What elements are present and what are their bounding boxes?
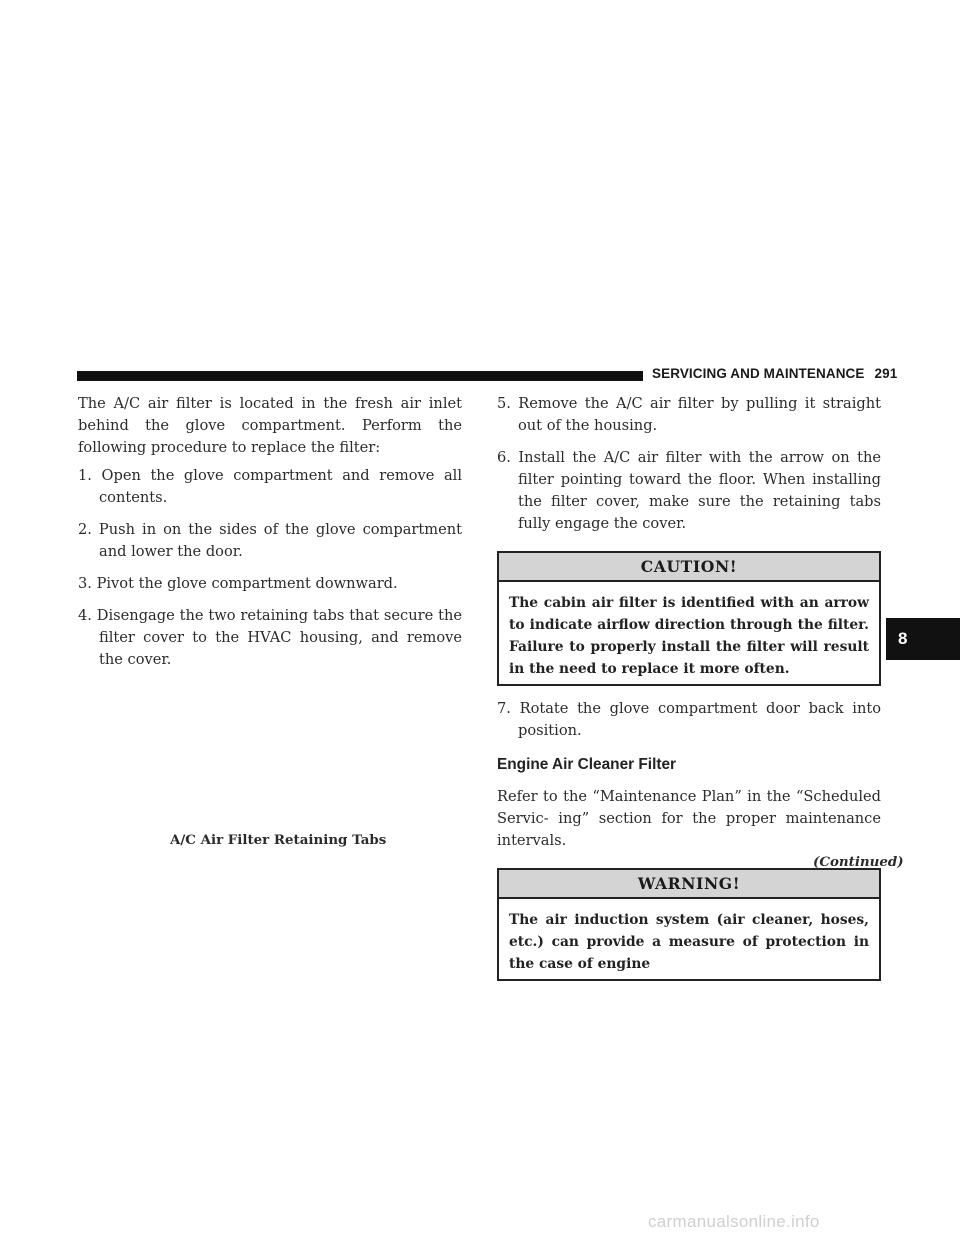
- warning-body: The air induction system (air cleaner, hoses, etc.) can provide a measure of protection in the case of engine: [509, 912, 869, 972]
- step-1: 1. Open the glove compartment and remove all contents.: [78, 467, 462, 506]
- page-number: 291: [874, 366, 898, 381]
- step-5: 5. Remove the A/C air filter by pulling it straight out of the housing.: [497, 395, 881, 434]
- chapter-tab[interactable]: [886, 618, 960, 660]
- section-heading: Engine Air Cleaner Filter: [497, 756, 677, 773]
- header-rule: [77, 371, 643, 381]
- caution-body: The cabin air filter is identified with an arrow to indicate airflow direction through the filter. Failure to properly install the filter will result in the need to replace it more often.: [509, 595, 869, 677]
- figure-caption: A/C Air Filter Retaining Tabs: [170, 832, 387, 848]
- step-4: 4. Disengage the two retaining tabs that secure the filter cover to the HVAC housing, and remove the cover.: [78, 607, 462, 668]
- intro-paragraph: The A/C air filter is located in the fresh air inlet behind the glove compartment. Perform the following procedure to replace the filter:: [78, 395, 462, 456]
- step-2: 2. Push in on the sides of the glove compartment and lower the door.: [78, 521, 462, 560]
- step-3: 3. Pivot the glove compartment downward.: [78, 575, 398, 592]
- continued-label: (Continued): [813, 854, 904, 870]
- warning-title: WARNING!: [499, 870, 879, 899]
- warning-box: [497, 868, 881, 981]
- watermark: carmanualsonline.info: [648, 1212, 820, 1231]
- right-column: [497, 393, 881, 993]
- running-header: [652, 366, 897, 381]
- step-7: 7. Rotate the glove compartment door back into position.: [497, 700, 881, 739]
- caution-title: CAUTION!: [499, 553, 879, 582]
- chapter-number: 8: [898, 629, 908, 648]
- caution-box: [497, 551, 881, 686]
- step-6: 6. Install the A/C air filter with the arrow on the filter pointing toward the floor. When installing the filter cover, make sure the retaining tabs fully engage the cover.: [497, 449, 881, 532]
- section-title: SERVICING AND MAINTENANCE: [652, 366, 865, 381]
- left-column: [78, 393, 462, 681]
- maintenance-paragraph: Refer to the “Maintenance Plan” in the “Scheduled Servic- ing” section for the proper maintenance intervals.: [497, 788, 881, 849]
